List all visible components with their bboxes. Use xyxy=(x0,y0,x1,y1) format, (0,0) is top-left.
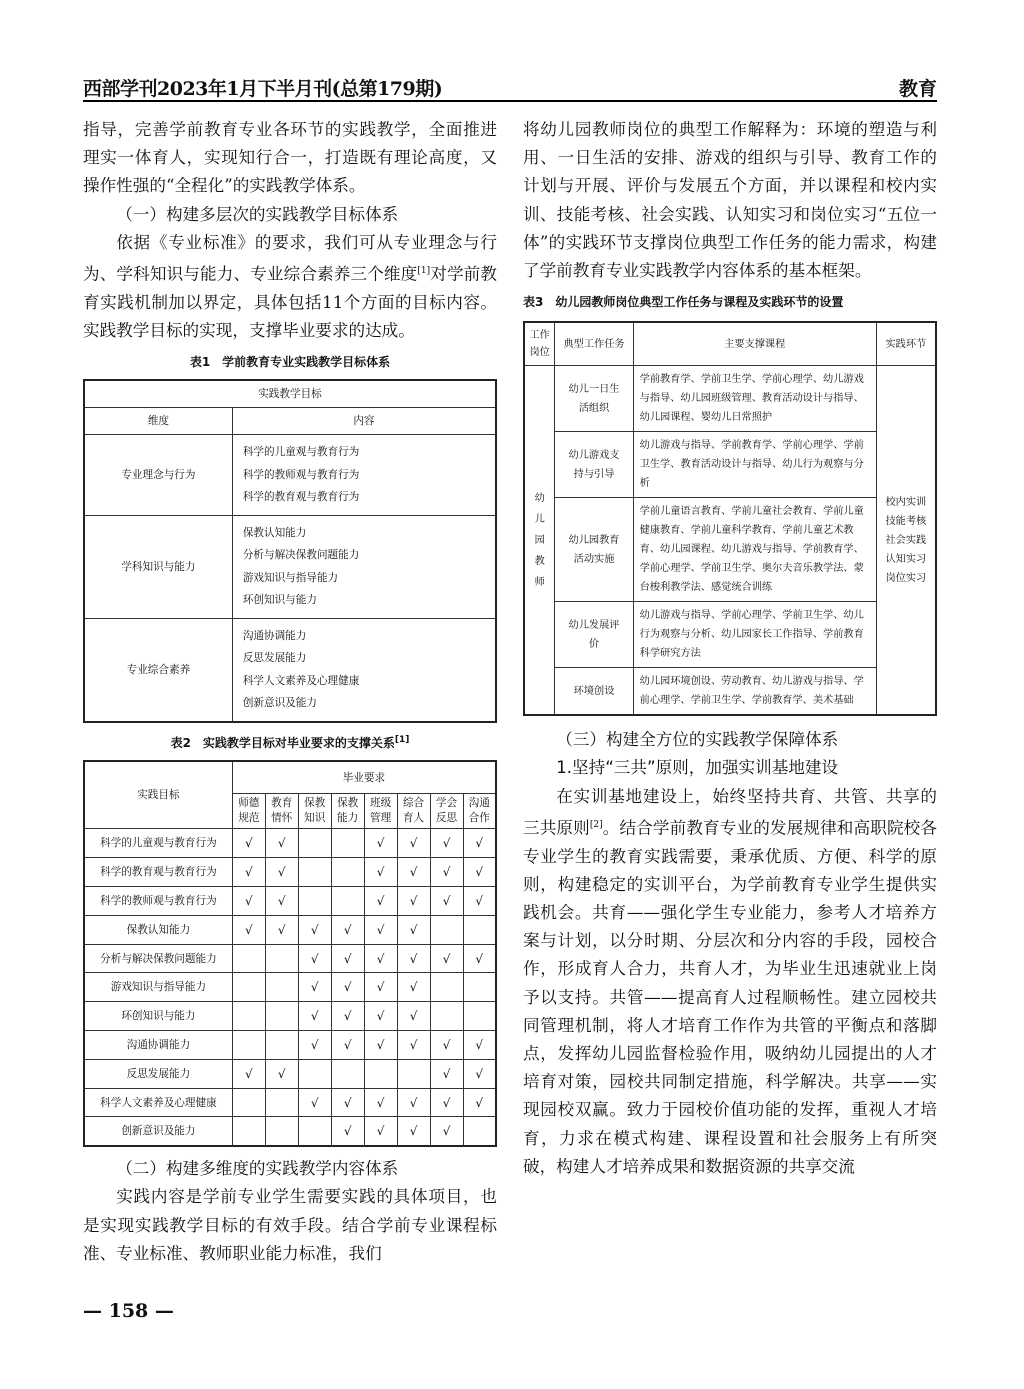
row-label: 科学的教师观与教育行为 xyxy=(84,887,232,916)
check-cell: √ xyxy=(298,1031,331,1060)
column-header: 班级 管理 xyxy=(364,794,397,829)
left-column xyxy=(83,116,497,1268)
check-cell: √ xyxy=(463,887,496,916)
check-cell: √ xyxy=(364,829,397,858)
check-cell: √ xyxy=(331,915,364,944)
check-cell xyxy=(232,1031,265,1060)
table-row xyxy=(84,829,496,858)
table-row xyxy=(84,1117,496,1146)
courses-cell: 幼儿游戏与指导、学前教育学、学前心理学、学前卫生学、教育活动设计与指导、幼儿行为观察与分析 xyxy=(633,432,876,498)
check-cell xyxy=(232,1088,265,1117)
check-cell: √ xyxy=(331,1117,364,1146)
check-cell: √ xyxy=(298,1002,331,1031)
row-label: 游戏知识与指导能力 xyxy=(84,973,232,1002)
check-cell: √ xyxy=(331,1088,364,1117)
column-header: 教育 情怀 xyxy=(265,794,298,829)
column-header: 师德 规范 xyxy=(232,794,265,829)
check-cell: √ xyxy=(364,915,397,944)
check-cell: √ xyxy=(430,887,463,916)
check-cell: √ xyxy=(463,1031,496,1060)
column-header: 学会 反思 xyxy=(430,794,463,829)
courses-cell: 幼儿园环境创设、劳动教育、幼儿游戏与指导、学前心理学、学前卫生学、学前教育学、美术基础 xyxy=(633,668,876,716)
row-label: 保教认知能力 xyxy=(84,915,232,944)
check-cell: √ xyxy=(430,858,463,887)
subsection-heading: 1.坚持“三共”原则，加强实训基地建设 xyxy=(556,758,839,778)
row-label: 科学的教育观与教育行为 xyxy=(84,858,232,887)
check-cell xyxy=(430,973,463,1002)
check-cell: √ xyxy=(463,829,496,858)
running-header xyxy=(83,72,937,102)
check-cell: √ xyxy=(430,1117,463,1146)
check-cell: √ xyxy=(397,1002,430,1031)
table-row xyxy=(84,944,496,973)
column-header: 实践环节 xyxy=(876,322,936,366)
check-cell: √ xyxy=(397,973,430,1002)
table-row xyxy=(524,366,936,432)
check-cell: √ xyxy=(265,829,298,858)
check-cell xyxy=(265,944,298,973)
citation: [1] xyxy=(417,266,431,277)
check-cell: √ xyxy=(331,1002,364,1031)
paragraph: 实践内容是学前专业学生需要实践的具体项目，也是实现实践教学目标的有效手段。结合学前专业课程标准、专业标准、教师职业能力标准，我们 xyxy=(83,1187,497,1263)
table-row xyxy=(84,858,496,887)
table-row xyxy=(524,498,936,602)
task-cell: 环境创设 xyxy=(555,668,633,716)
table-practice-goals xyxy=(83,379,497,723)
check-cell: √ xyxy=(463,1059,496,1088)
check-cell: √ xyxy=(463,944,496,973)
check-cell: √ xyxy=(430,944,463,973)
post-cell: 幼 儿 园 教 师 xyxy=(524,366,555,716)
check-cell xyxy=(298,887,331,916)
check-cell: √ xyxy=(232,915,265,944)
column-header: 实践目标 xyxy=(84,761,232,829)
check-cell xyxy=(265,1031,298,1060)
column-group-header: 毕业要求 xyxy=(232,761,496,794)
check-cell: √ xyxy=(298,1088,331,1117)
table-row xyxy=(84,887,496,916)
column-header: 保教 能力 xyxy=(331,794,364,829)
check-cell: √ xyxy=(364,887,397,916)
check-cell xyxy=(397,1059,430,1088)
row-label: 环创知识与能力 xyxy=(84,1002,232,1031)
check-cell: √ xyxy=(364,1031,397,1060)
column-header: 维度 xyxy=(84,408,232,435)
check-cell xyxy=(232,944,265,973)
section-heading: （一）构建多层次的实践教学目标体系 xyxy=(116,204,399,224)
check-cell: √ xyxy=(430,1088,463,1117)
check-cell: √ xyxy=(364,1088,397,1117)
paragraph: 依据《专业标准》的要求，我们可从专业理念与行为、学科知识与能力、专业综合素养三个维度[1]对学前教育实践机制加以界定，具体包括11个方面的目标内容。实践教学目标的实现，支撑毕业要求的达成。 xyxy=(83,232,497,340)
check-cell: √ xyxy=(265,915,298,944)
task-cell: 幼儿一日生活组织 xyxy=(555,366,633,432)
courses-cell: 学前教育学、学前卫生学、学前心理学、幼儿游戏与指导、幼儿园班级管理、教育活动设计与指导、幼儿园课程、婴幼儿日常照护 xyxy=(633,366,876,432)
check-cell xyxy=(298,1059,331,1088)
column-header: 工作 岗位 xyxy=(524,322,555,366)
row-label: 沟通协调能力 xyxy=(84,1031,232,1060)
check-cell: √ xyxy=(397,944,430,973)
check-cell: √ xyxy=(397,858,430,887)
table-row xyxy=(524,668,936,716)
column-header: 综合 育人 xyxy=(397,794,430,829)
check-cell xyxy=(463,1002,496,1031)
table-row xyxy=(84,973,496,1002)
check-cell: √ xyxy=(397,1088,430,1117)
row-label: 科学的儿童观与教育行为 xyxy=(84,829,232,858)
table-job-tasks xyxy=(523,321,937,716)
table-row xyxy=(524,602,936,668)
table-row xyxy=(84,1031,496,1060)
check-cell: √ xyxy=(364,1117,397,1146)
check-cell: √ xyxy=(430,829,463,858)
check-cell xyxy=(265,1088,298,1117)
column-header: 典型工作任务 xyxy=(555,322,633,366)
page-number: — 158 — xyxy=(83,1300,174,1322)
journal-title: 西部学刊2023年1月下半月刊(总第179期) xyxy=(83,78,443,100)
section-heading: （三）构建全方位的实践教学保障体系 xyxy=(556,730,839,750)
table-row: 专业综合素养 沟通协调能力 反思发展能力 科学人文素养及心理健康 创新意识及能力 xyxy=(84,618,496,722)
check-cell: √ xyxy=(232,829,265,858)
paragraph: 在实训基地建设上，始终坚持共育、共管、共享的三共原则[2]。结合学前教育专业的发展规律和高职院校各专业学生的教育实践需要，秉承优质、方便、科学的原则，构建稳定的实训平台，为学前教育专业学生提供实践机会。共育——强化学生专业能力，参考人才培养方案与计划，以分时期、分层次和分内容的手段，园校合作，形成育人合力，共育人才，为毕业生迅速就业上岗予以支持。共管——提高育人过程顺畅性。建立园校共同管理机制，将人才培育工作作为共管的平衡点和落脚点，发挥幼儿园监督检验作用，吸纳幼儿园提出的人才培育对策，园校共同制定措施，科学解决。共享——实现园校双赢。致力于园校价值功能的发挥，重视人才培育，力求在模式构建、课程设置和社会服务上有所突破，构建人才培养成果和数据资源的共享交流 xyxy=(523,786,937,1176)
check-cell xyxy=(232,1117,265,1146)
check-cell: √ xyxy=(331,944,364,973)
table-row xyxy=(524,432,936,498)
check-cell: √ xyxy=(265,887,298,916)
column-header: 内容 xyxy=(232,408,496,435)
section-name: 教育 xyxy=(898,78,937,100)
check-cell xyxy=(265,1002,298,1031)
check-cell xyxy=(463,973,496,1002)
check-cell: √ xyxy=(298,944,331,973)
check-cell xyxy=(265,1117,298,1146)
row-label: 反思发展能力 xyxy=(84,1059,232,1088)
check-cell xyxy=(364,1059,397,1088)
check-cell: √ xyxy=(397,1117,430,1146)
check-cell xyxy=(430,915,463,944)
check-cell: √ xyxy=(397,887,430,916)
check-cell xyxy=(331,1059,364,1088)
column-header: 主要支撑课程 xyxy=(633,322,876,366)
check-cell: √ xyxy=(364,1002,397,1031)
table-row: 学科知识与能力 保教认知能力 分析与解决保教问题能力 游戏知识与指导能力 环创知识与能力 xyxy=(84,515,496,618)
check-cell: √ xyxy=(265,858,298,887)
check-cell: √ xyxy=(430,1059,463,1088)
check-cell: √ xyxy=(364,944,397,973)
courses-cell: 学前儿童语言教育、学前儿童社会教育、学前儿童健康教育、学前儿童科学教育、学前儿童艺术教育、幼儿园课程、幼儿游戏与指导、学前教育学、学前心理学、学前卫生学、奥尔夫音乐教学法、蒙台梭利教学法、感觉统合训练 xyxy=(633,498,876,602)
check-cell: √ xyxy=(298,973,331,1002)
check-cell xyxy=(463,1117,496,1146)
check-cell: √ xyxy=(397,1031,430,1060)
check-cell: √ xyxy=(463,1088,496,1117)
section-heading: （二）构建多维度的实践教学内容体系 xyxy=(116,1159,399,1179)
check-cell xyxy=(430,1002,463,1031)
check-cell xyxy=(232,1002,265,1031)
check-cell: √ xyxy=(232,887,265,916)
check-cell: √ xyxy=(232,858,265,887)
check-cell xyxy=(331,887,364,916)
table-row xyxy=(84,1059,496,1088)
table-row xyxy=(84,915,496,944)
check-cell xyxy=(298,858,331,887)
check-cell: √ xyxy=(364,858,397,887)
table-row: 专业理念与行为 科学的儿童观与教育行为 科学的教师观与教育行为 科学的教育观与教育行为 xyxy=(84,435,496,516)
row-label: 分析与解决保教问题能力 xyxy=(84,944,232,973)
check-cell: √ xyxy=(331,973,364,1002)
courses-cell: 幼儿游戏与指导、学前心理学、学前卫生学、幼儿行为观察与分析、幼儿园家长工作指导、学前教育科学研究方法 xyxy=(633,602,876,668)
check-cell: √ xyxy=(430,1031,463,1060)
check-cell: √ xyxy=(397,915,430,944)
table-row xyxy=(84,1002,496,1031)
paragraph: 指导，完善学前教育专业各环节的实践教学，全面推进理实一体育人，实现知行合一，打造既有理论高度，又操作性强的“全程化”的实践教学体系。 xyxy=(83,120,497,196)
check-cell xyxy=(463,915,496,944)
task-cell: 幼儿游戏支持与引导 xyxy=(555,432,633,498)
table-caption: 表3 幼儿园教师岗位典型工作任务与课程及实践环节的设置 xyxy=(523,295,844,310)
check-cell xyxy=(265,973,298,1002)
check-cell: √ xyxy=(331,1031,364,1060)
table-caption: 表2 实践教学目标对毕业要求的支撑关系[1] xyxy=(170,734,410,750)
check-cell xyxy=(232,973,265,1002)
paragraph: 将幼儿园教师岗位的典型工作解释为：环境的塑造与利用、一日生活的安排、游戏的组织与引导、教育工作的计划与开展、评价与发展五个方面，并以课程和校内实训、技能考核、社会实践、认知实习和岗位实习“五位一体”的实践环节支撑岗位典型工作任务的能力需求，构建了学前教育专业实践教学内容体系的基本框架。 xyxy=(523,120,937,281)
row-label: 科学人文素养及心理健康 xyxy=(84,1088,232,1117)
check-cell xyxy=(298,1117,331,1146)
table-title: 实践教学目标 xyxy=(84,380,496,408)
task-cell: 幼儿园教育活动实施 xyxy=(555,498,633,602)
table-support-relation xyxy=(83,760,497,1148)
column-header: 保教 知识 xyxy=(298,794,331,829)
check-cell: √ xyxy=(364,973,397,1002)
right-column xyxy=(523,116,937,1181)
check-cell: √ xyxy=(298,915,331,944)
check-cell: √ xyxy=(265,1059,298,1088)
check-cell: √ xyxy=(463,858,496,887)
table-caption: 表1 学前教育专业实践教学目标体系 xyxy=(189,355,391,370)
row-label: 创新意识及能力 xyxy=(84,1117,232,1146)
practice-link-cell: 校内实训 技能考核 社会实践 认知实习 岗位实习 xyxy=(876,366,936,716)
citation: [2] xyxy=(589,819,603,830)
task-cell: 幼儿发展评价 xyxy=(555,602,633,668)
check-cell xyxy=(331,858,364,887)
check-cell: √ xyxy=(397,829,430,858)
column-header: 沟通 合作 xyxy=(463,794,496,829)
check-cell xyxy=(331,829,364,858)
table-row xyxy=(84,1088,496,1117)
check-cell: √ xyxy=(232,1059,265,1088)
check-cell xyxy=(298,829,331,858)
